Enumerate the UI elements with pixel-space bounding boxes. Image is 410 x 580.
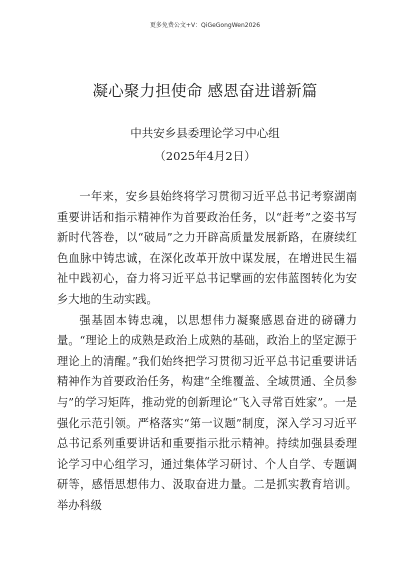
article-date: （2025年4月2日） [154,149,256,163]
article-body [57,187,357,517]
organization-name: 中共安乡县委理论学习中心组 [130,126,280,140]
article-title: 凝心聚力担使命 感恩奋进谱新篇 [92,82,318,100]
header-note: 更多免费公文+V：QiGeGongWen2026 [149,22,261,29]
body-paragraph: 强基固本铸忠魂，以思想伟力凝聚感恩奋进的磅礴力量。“理论上的成熟是政治上成熟的基础，政治上的坚定源于理论上的清醒。”我们始终把学习贯彻习近平总书记重要讲话精神作为首要政治任务，构建“全维覆盖、全域贯通、全员参与”的学习矩阵，推动党的创新理论“飞入寻常百姓家”。一是强化示范引领。严格落实“第一议题”制度，深入学习习近平总书记系列重要讲话和重要指示批示精神。持续加强县委理论学习中心组学习，通过集体学习研讨、个人自学、专题调研等，感悟思想伟力、汲取奋进力量。二是抓实教育培训。举办科级 [57,313,357,512]
body-paragraph: 一年来，安乡县始终将学习贯彻习近平总书记考察湖南重要讲话和指示精神作为首要政治任务，以“赶考”之姿书写新时代答卷，以“破局”之力开辟高质量发展新路，在赓续红色血脉中铸忠诚，在深化改革开放中谋发展，在增进民生福祉中践初心，奋力将习近平总书记擘画的宏伟蓝图转化为安乡大地的生动实践。 [57,190,357,306]
